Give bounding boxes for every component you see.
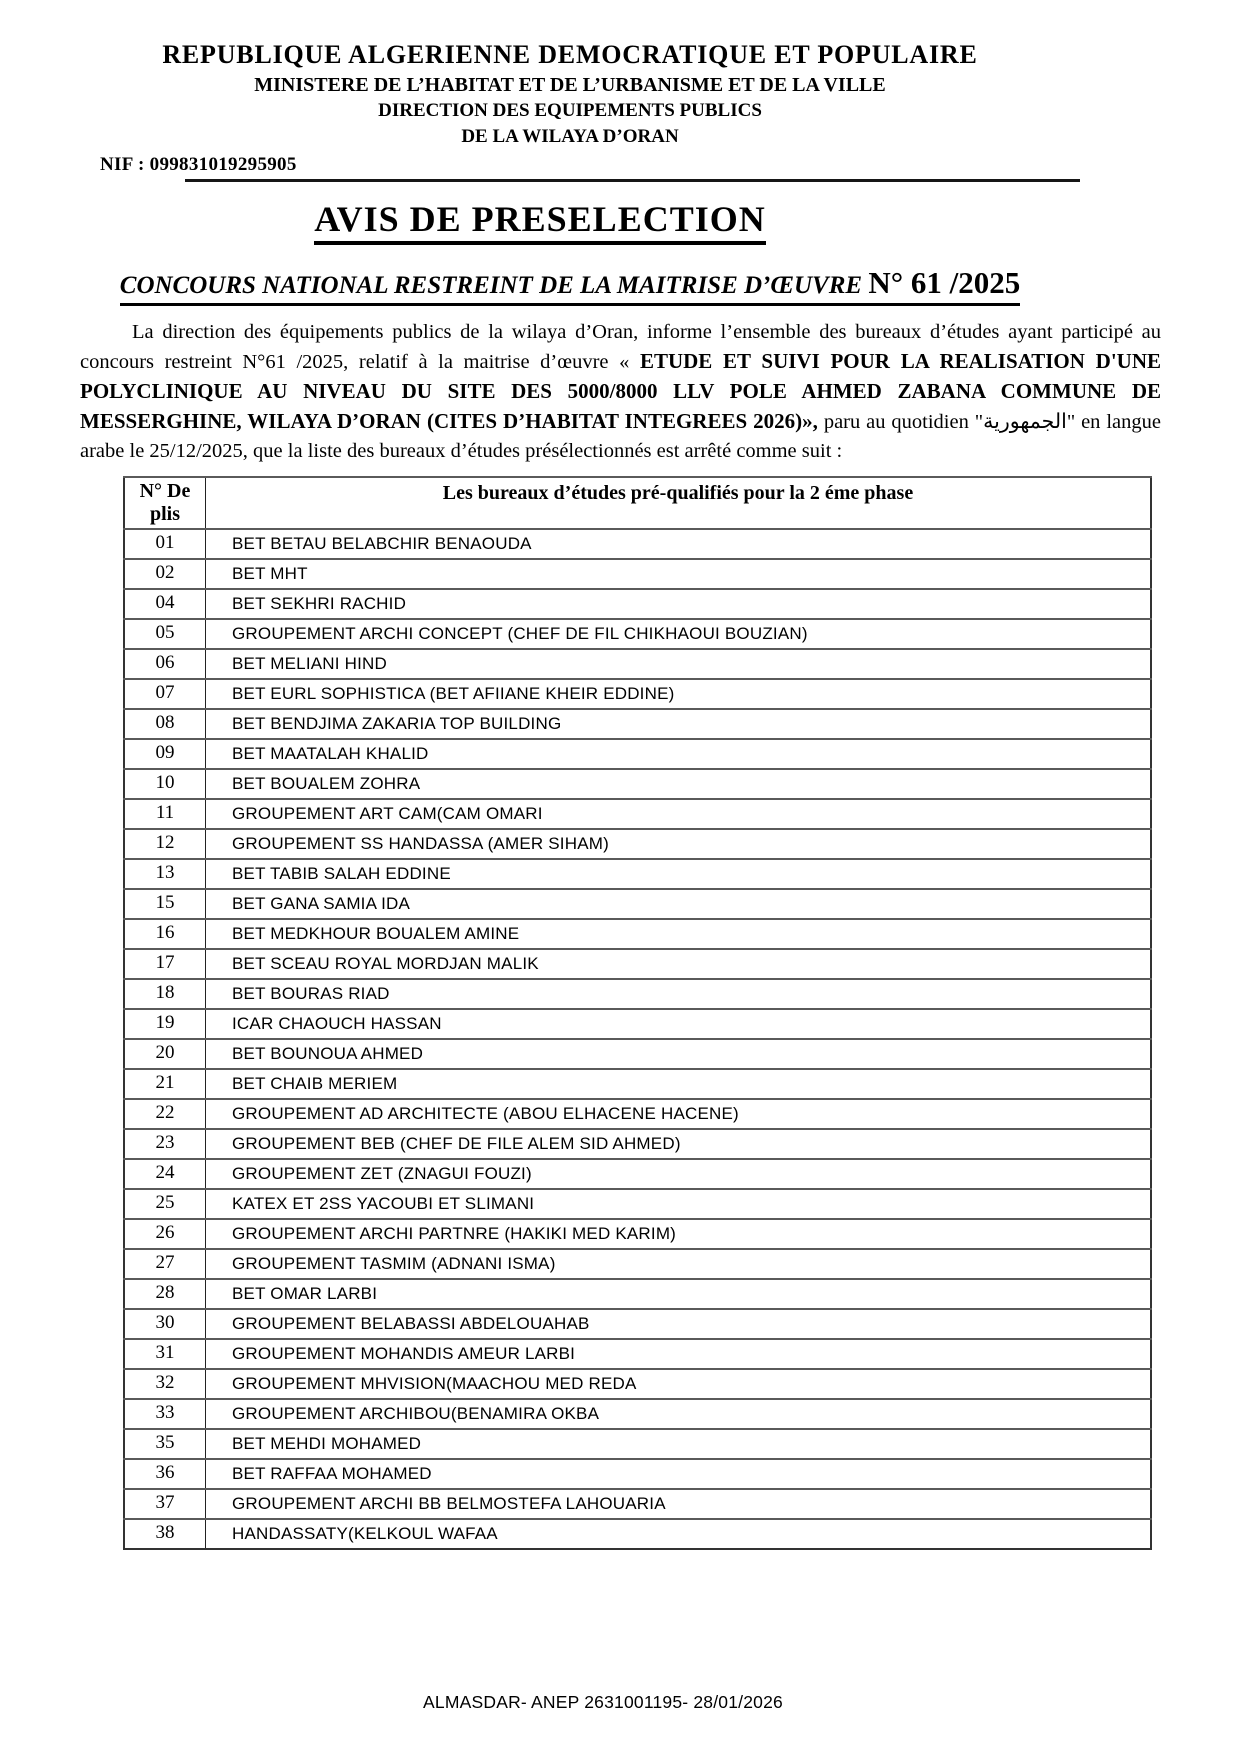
table-row — [124, 1249, 1151, 1279]
table-row — [124, 1399, 1151, 1429]
pli-number: 28 — [124, 1279, 206, 1309]
table-row — [124, 739, 1151, 769]
bureaux-table — [123, 476, 1152, 1550]
pli-number: 24 — [124, 1159, 206, 1189]
bureau-name: BET BOUNOUA AHMED — [206, 1039, 1152, 1069]
bureau-name: BET MHT — [206, 559, 1152, 589]
table-row — [124, 799, 1151, 829]
table-row — [124, 889, 1151, 919]
bureau-name: GROUPEMENT TASMIM (ADNANI ISMA) — [206, 1249, 1152, 1279]
bureau-name: BET SCEAU ROYAL MORDJAN MALIK — [206, 949, 1152, 979]
table-row — [124, 859, 1151, 889]
table-row — [124, 1459, 1151, 1489]
pli-number: 23 — [124, 1129, 206, 1159]
pli-number: 25 — [124, 1189, 206, 1219]
bureau-name: BET BOURAS RIAD — [206, 979, 1152, 1009]
table-row — [124, 559, 1151, 589]
page-title-text: AVIS DE PRESELECTION — [314, 198, 765, 245]
pli-number: 17 — [124, 949, 206, 979]
project-title-bold: ETUDE ET SUIVI POUR LA REALISATION D'UNE POLYCLINIQUE AU NIVEAU DU SITE DES 5000/8000 LLV POLE AHMED ZABANA COMMUNE DE MESSERGHINE, WILAYA D’ORAN (CITES D’HABITAT INTEGREES 2026)», — [80, 349, 1161, 434]
table-row — [124, 1219, 1151, 1249]
concours-subtitle — [60, 265, 1080, 306]
pli-number: 36 — [124, 1459, 206, 1489]
bureau-name: GROUPEMENT SS HANDASSA (AMER SIHAM) — [206, 829, 1152, 859]
bureau-name: BET CHAIB MERIEM — [206, 1069, 1152, 1099]
pli-number: 27 — [124, 1249, 206, 1279]
bureau-name: ICAR CHAOUCH HASSAN — [206, 1009, 1152, 1039]
pli-number: 02 — [124, 559, 206, 589]
table-row — [124, 1159, 1151, 1189]
bureau-name: GROUPEMENT ZET (ZNAGUI FOUZI) — [206, 1159, 1152, 1189]
concours-subtitle-underline — [120, 265, 1020, 306]
table-row — [124, 619, 1151, 649]
paragraph-outro: paru au quotidien "الجمهورية" en langue arabe le 25/12/2025, que la liste des bureaux d’études présélectionnés est arrêté comme suit : — [80, 411, 1161, 463]
bureau-name: GROUPEMENT BEB (CHEF DE FILE ALEM SID AHMED) — [206, 1129, 1152, 1159]
table-row — [124, 1309, 1151, 1339]
pli-number: 20 — [124, 1039, 206, 1069]
bureau-name: KATEX ET 2SS YACOUBI ET SLIMANI — [206, 1189, 1152, 1219]
table-row — [124, 1519, 1151, 1549]
notice-paragraph — [80, 318, 1161, 466]
bureau-name: BET BENDJIMA ZAKARIA TOP BUILDING — [206, 709, 1152, 739]
bureaux-table-header — [124, 477, 1151, 529]
bureaux-table-body — [124, 529, 1151, 1549]
pli-number: 07 — [124, 679, 206, 709]
table-row — [124, 1189, 1151, 1219]
pli-number: 26 — [124, 1219, 206, 1249]
table-row — [124, 1129, 1151, 1159]
bureau-name: GROUPEMENT BELABASSI ABDELOUAHAB — [206, 1309, 1152, 1339]
bureau-name: BET RAFFAA MOHAMED — [206, 1459, 1152, 1489]
bureau-name: BET BETAU BELABCHIR BENAOUDA — [206, 529, 1152, 559]
table-row — [124, 589, 1151, 619]
paragraph-intro: La direction des équipements publics de la wilaya d’Oran, informe l’ensemble des bureaux d’études ayant participé au concours restreint N°61 /2025, relatif à la maitrise d’œuvre « — [80, 321, 1161, 374]
bureau-name: GROUPEMENT AD ARCHITECTE (ABOU ELHACENE HACENE) — [206, 1099, 1152, 1129]
table-row — [124, 949, 1151, 979]
pli-number: 10 — [124, 769, 206, 799]
table-row — [124, 1069, 1151, 1099]
bureau-name: BET SEKHRI RACHID — [206, 589, 1152, 619]
bureau-name: GROUPEMENT ARCHI BB BELMOSTEFA LAHOUARIA — [206, 1489, 1152, 1519]
org-header — [80, 0, 1060, 148]
bureau-name: GROUPEMENT MHVISION(MAACHOU MED REDA — [206, 1369, 1152, 1399]
table-row — [124, 679, 1151, 709]
pli-number: 08 — [124, 709, 206, 739]
bureau-name: BET TABIB SALAH EDDINE — [206, 859, 1152, 889]
horizontal-rule — [185, 179, 1080, 182]
republic-title: REPUBLIQUE ALGERIENNE DEMOCRATIQUE ET POPULAIRE — [162, 40, 978, 69]
pli-number: 18 — [124, 979, 206, 1009]
table-row — [124, 649, 1151, 679]
pli-number: 15 — [124, 889, 206, 919]
table-row — [124, 1009, 1151, 1039]
bureau-name: BET MEDKHOUR BOUALEM AMINE — [206, 919, 1152, 949]
pli-number: 31 — [124, 1339, 206, 1369]
pli-number: 32 — [124, 1369, 206, 1399]
pli-number: 30 — [124, 1309, 206, 1339]
pli-number: 35 — [124, 1429, 206, 1459]
pli-number: 09 — [124, 739, 206, 769]
pli-number: 13 — [124, 859, 206, 889]
table-row — [124, 709, 1151, 739]
pli-number: 11 — [124, 799, 206, 829]
table-row — [124, 769, 1151, 799]
wilaya-title: DE LA WILAYA D’ORAN — [461, 125, 679, 147]
bureau-name: HANDASSATY(KELKOUL WAFAA — [206, 1519, 1152, 1549]
table-row — [124, 1489, 1151, 1519]
pli-number: 06 — [124, 649, 206, 679]
pli-number: 19 — [124, 1009, 206, 1039]
bureau-name: BET GANA SAMIA IDA — [206, 889, 1152, 919]
table-row — [124, 1429, 1151, 1459]
bureau-name: BET MELIANI HIND — [206, 649, 1152, 679]
table-row — [124, 919, 1151, 949]
column-header-name: Les bureaux d’études pré-qualifiés pour la 2 éme phase — [206, 477, 1152, 529]
column-header-num: N° De plis — [124, 477, 206, 529]
bureau-name: GROUPEMENT ARCHI CONCEPT (CHEF DE FIL CHIKHAOUI BOUZIAN) — [206, 619, 1152, 649]
pli-number: 16 — [124, 919, 206, 949]
bureau-name: GROUPEMENT MOHANDIS AMEUR LARBI — [206, 1339, 1152, 1369]
pli-number: 04 — [124, 589, 206, 619]
pli-number: 21 — [124, 1069, 206, 1099]
bureau-name: GROUPEMENT ARCHIBOU(BENAMIRA OKBA — [206, 1399, 1152, 1429]
header-row — [124, 477, 1151, 529]
table-row — [124, 1279, 1151, 1309]
direction-title: DIRECTION DES EQUIPEMENTS PUBLICS — [378, 100, 762, 122]
bureau-name: BET MAATALAH KHALID — [206, 739, 1152, 769]
bureau-name: BET OMAR LARBI — [206, 1279, 1152, 1309]
publication-footer: ALMASDAR- ANEP 2631001195- 28/01/2026 — [423, 1692, 783, 1712]
ministry-title: MINISTERE DE L’HABITAT ET DE L’URBANISME ET DE LA VILLE — [254, 73, 886, 96]
table-row — [124, 1339, 1151, 1369]
concours-subtitle-text: CONCOURS NATIONAL RESTREINT DE LA MAITRISE D’ŒUVRE — [119, 272, 869, 300]
table-row — [124, 979, 1151, 1009]
pli-number: 33 — [124, 1399, 206, 1429]
concours-number: N° 61 /2025 — [868, 265, 1021, 301]
bureau-name: BET MEHDI MOHAMED — [206, 1429, 1152, 1459]
pli-number: 38 — [124, 1519, 206, 1549]
pli-number: 22 — [124, 1099, 206, 1129]
table-row — [124, 1369, 1151, 1399]
bureau-name: GROUPEMENT ARCHI PARTNRE (HAKIKI MED KARIM) — [206, 1219, 1152, 1249]
table-row — [124, 829, 1151, 859]
bureau-name: BET EURL SOPHISTICA (BET AFIIANE KHEIR EDDINE) — [206, 679, 1152, 709]
nif-number: NIF : 099831019295905 — [100, 154, 297, 176]
pli-number: 12 — [124, 829, 206, 859]
table-row — [124, 1099, 1151, 1129]
pli-number: 05 — [124, 619, 206, 649]
pli-number: 37 — [124, 1489, 206, 1519]
table-row — [124, 1039, 1151, 1069]
bureau-name: BET BOUALEM ZOHRA — [206, 769, 1152, 799]
page-title — [50, 198, 1030, 245]
pli-number: 01 — [124, 529, 206, 559]
bureau-name: GROUPEMENT ART CAM(CAM OMARI — [206, 799, 1152, 829]
table-row — [124, 529, 1151, 559]
